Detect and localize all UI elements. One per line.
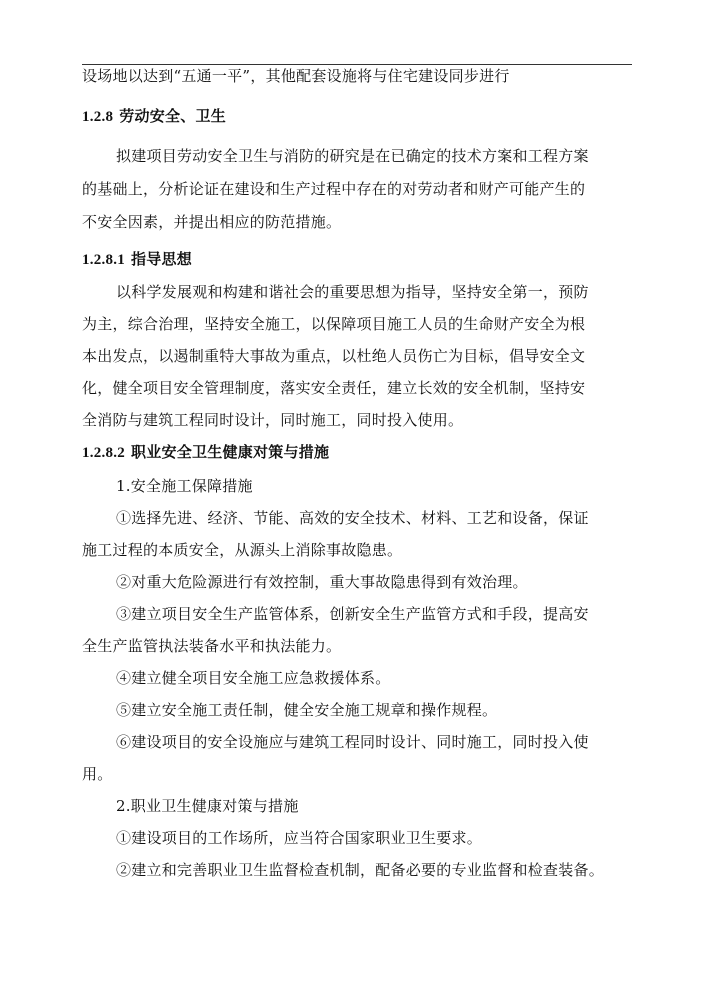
- list-item-continuation: 用。: [82, 765, 113, 783]
- paragraph-line: 化，健全项目安全管理制度，落实安全责任，建立长效的安全机制，坚持安: [82, 379, 586, 397]
- subsection-title: 2.职业卫生健康对策与措施: [116, 797, 299, 815]
- list-item-continuation: 全生产监管执法装备水平和执法能力。: [82, 637, 342, 655]
- list-item: ①建设项目的工作场所，应当符合国家职业卫生要求。: [116, 829, 483, 847]
- list-item: ①选择先进、经济、节能、高效的安全技术、材料、工艺和设备，保证: [116, 509, 589, 527]
- section-number: 1.2.8.1: [82, 252, 125, 268]
- list-item: ⑥建设项目的安全设施应与建筑工程同时设计、同时施工，同时投入使: [116, 733, 589, 751]
- header-rule: [82, 64, 632, 65]
- list-item: ③建立项目安全生产监管体系，创新安全生产监管方式和手段，提高安: [116, 605, 589, 623]
- section-1-2-8-2-heading: [82, 442, 329, 463]
- section-number: 1.2.8.2: [82, 445, 125, 461]
- section-title: 指导思想: [131, 250, 193, 268]
- paragraph-line: 不安全因素，并提出相应的防范措施。: [82, 213, 342, 231]
- list-item: ②对重大危险源进行有效控制，重大事故隐患得到有效治理。: [116, 573, 528, 591]
- section-1-2-8-1-heading: [82, 249, 192, 270]
- list-item: ⑤建立安全施工责任制，健全安全施工规章和操作规程。: [116, 701, 498, 719]
- section-number: 1.2.8: [82, 109, 114, 125]
- paragraph-line: 以科学发展观和构建和谐社会的重要思想为指导，坚持安全第一，预防: [116, 283, 589, 301]
- paragraph-line: 拟建项目劳动安全卫生与消防的研究是在已确定的技术方案和工程方案: [116, 147, 589, 165]
- paragraph-line: 为主，综合治理，坚持安全施工，以保障项目施工人员的生命财产安全为根: [82, 315, 586, 333]
- section-1-2-8-heading: [82, 106, 226, 127]
- paragraph-line: 本出发点，以遏制重特大事故为重点，以杜绝人员伤亡为目标，倡导安全文: [82, 347, 586, 365]
- paragraph-line: 全消防与建筑工程同时设计，同时施工，同时投入使用。: [82, 411, 464, 429]
- section-title: 职业安全卫生健康对策与措施: [131, 443, 330, 461]
- paragraph-line: 的基础上，分析论证在建设和生产过程中存在的对劳动者和财产可能产生的: [82, 180, 586, 198]
- list-item: ④建立健全项目安全施工应急救援体系。: [116, 669, 391, 687]
- list-item-continuation: 施工过程的本质安全，从源头上消除事故隐患。: [82, 541, 403, 559]
- section-title: 劳动安全、卫生: [119, 107, 227, 125]
- subsection-title: 1.安全施工保障措施: [116, 477, 253, 495]
- continuation-line: 设场地以达到“五通一平”，其他配套设施将与住宅建设同步进行: [82, 67, 510, 85]
- list-item: ②建立和完善职业卫生监督检查机制，配备必要的专业监督和检查装备。: [116, 861, 605, 879]
